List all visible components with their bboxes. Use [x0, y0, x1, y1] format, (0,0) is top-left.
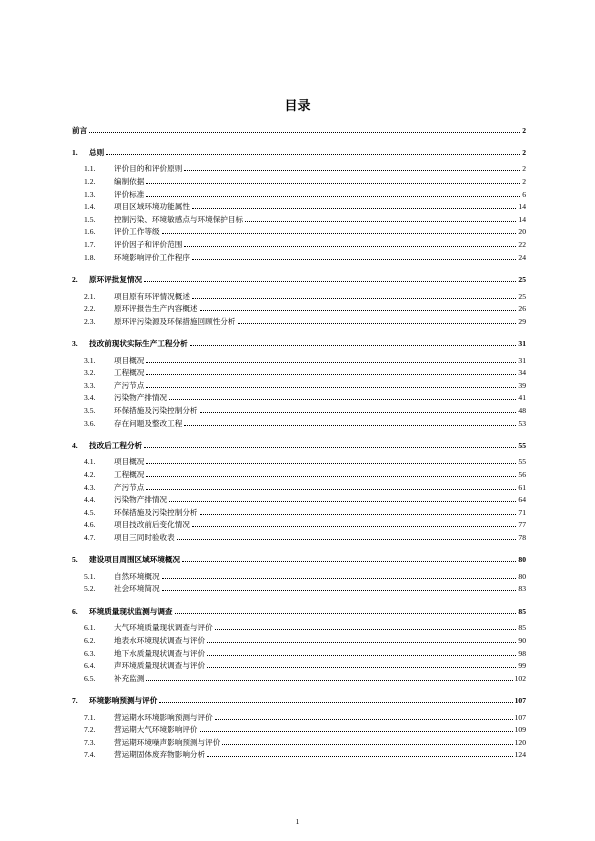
toc-section-entry[interactable] — [72, 568, 526, 581]
dot-leader — [207, 666, 516, 668]
toc-section-entry[interactable] — [72, 390, 526, 403]
dot-leader — [146, 679, 512, 681]
entry-title: 环境影响评价工作程序 — [114, 252, 190, 262]
dot-leader — [192, 297, 516, 299]
entry-title: 项目概况 — [114, 355, 145, 365]
dot-leader — [175, 612, 517, 614]
entry-title: 自然环境概况 — [114, 571, 160, 581]
dot-leader — [184, 169, 520, 171]
entry-title: 营运期大气环境影响评价 — [114, 725, 198, 735]
dot-leader — [184, 424, 516, 426]
entry-number: 4.2. — [84, 470, 96, 479]
dot-leader — [238, 322, 517, 324]
entry-number: 4. — [72, 440, 78, 450]
toc-section-entry[interactable] — [72, 402, 526, 415]
toc-chapter-entry[interactable] — [72, 144, 526, 157]
entry-number: 6.4. — [84, 661, 96, 671]
toc-section-entry[interactable] — [72, 479, 526, 492]
entry-title: 评价工作等级 — [114, 227, 160, 237]
entry-title: 环保措施及污染控制分析 — [114, 507, 198, 517]
entry-number: 5. — [72, 555, 78, 565]
toc-section-entry[interactable] — [72, 722, 526, 735]
dot-leader — [192, 258, 516, 260]
entry-title: 存在问题及整改工程 — [114, 418, 183, 428]
entry-page-number: 83 — [518, 584, 526, 594]
dot-leader — [169, 398, 516, 400]
entry-page-number: 109 — [514, 725, 526, 735]
entry-page-number: 39 — [518, 380, 526, 390]
entry-title: 环保措施及污染控制分析 — [114, 405, 198, 415]
toc-chapter-entry[interactable] — [72, 692, 526, 705]
toc-section-entry[interactable] — [72, 301, 526, 314]
entry-number: 3.3. — [84, 380, 96, 390]
entry-page-number: 24 — [518, 252, 526, 262]
dot-leader — [222, 743, 512, 745]
dot-leader — [207, 755, 512, 757]
toc-section-entry[interactable] — [72, 632, 526, 645]
entry-page-number: 2 — [522, 177, 526, 187]
dot-leader — [169, 500, 516, 502]
toc-section-entry[interactable] — [72, 492, 526, 505]
entry-title: 编制依据 — [114, 177, 145, 187]
entry-number: 3.4. — [84, 393, 96, 403]
entry-title: 营运期环境噪声影响预测与评价 — [114, 737, 221, 747]
dot-leader — [162, 589, 517, 591]
toc-section-entry[interactable] — [72, 709, 526, 722]
entry-title: 工程概况 — [114, 470, 145, 479]
entry-page-number: 22 — [518, 240, 526, 250]
entry-page-number: 78 — [518, 532, 526, 542]
entry-number: 1.3. — [84, 189, 96, 199]
entry-number: 1.4. — [84, 202, 96, 212]
entry-number: 7. — [72, 695, 78, 705]
toc-section-entry[interactable] — [72, 466, 526, 479]
entry-page-number: 14 — [518, 214, 526, 224]
dot-leader — [215, 628, 517, 630]
dot-leader — [207, 641, 516, 643]
entry-title: 大气环境质量现状调查与评价 — [114, 623, 213, 633]
dot-leader — [146, 386, 516, 388]
entry-title: 技改后工程分析 — [89, 440, 143, 450]
toc-section-entry[interactable] — [72, 645, 526, 658]
toc-section-entry[interactable] — [72, 173, 526, 186]
entry-number: 4.7. — [84, 532, 96, 542]
toc-section-entry[interactable] — [72, 313, 526, 326]
entry-page-number: 56 — [518, 470, 526, 479]
toc-section-entry[interactable] — [72, 734, 526, 747]
entry-title: 总则 — [89, 147, 105, 157]
toc-section-entry[interactable] — [72, 365, 526, 378]
toc-section-entry[interactable] — [72, 236, 526, 249]
entry-number: 1.2. — [84, 177, 96, 187]
entry-title: 工程概况 — [114, 368, 145, 378]
entry-title: 产污节点 — [114, 482, 145, 492]
dot-leader — [146, 462, 516, 464]
entry-title: 营运期水环境影响预测与评价 — [114, 712, 213, 722]
entry-title: 社会环境简况 — [114, 584, 160, 594]
entry-page-number: 124 — [514, 750, 526, 760]
entry-page-number: 107 — [514, 712, 526, 722]
dot-leader — [200, 411, 517, 413]
entry-number: 3. — [72, 338, 78, 348]
dot-leader — [200, 513, 517, 515]
entry-page-number: 25 — [518, 274, 526, 284]
toc-section-entry[interactable] — [72, 454, 526, 467]
entry-title: 项目技改前后变化情况 — [114, 520, 190, 530]
entry-number: 4.6. — [84, 520, 96, 530]
toc-section-entry[interactable] — [72, 658, 526, 671]
entry-page-number: 14 — [518, 202, 526, 212]
entry-page-number: 26 — [518, 304, 526, 314]
entry-page-number: 98 — [518, 648, 526, 658]
entry-number: 6.3. — [84, 648, 96, 658]
entry-title: 补充监测 — [114, 673, 145, 683]
toc-section-entry[interactable] — [72, 415, 526, 428]
entry-page-number: 99 — [518, 661, 526, 671]
toc-section-entry[interactable] — [72, 517, 526, 530]
entry-number: 3.1. — [84, 355, 96, 365]
entry-number: 4.4. — [84, 495, 96, 505]
toc-section-entry[interactable] — [72, 670, 526, 683]
entry-number: 6.1. — [84, 623, 96, 633]
entry-title: 项目区域环境功能属性 — [114, 202, 190, 212]
toc-title: 目录 — [284, 99, 311, 114]
entry-title: 营运期固体废弃物影响分析 — [114, 750, 206, 760]
dot-leader — [146, 488, 516, 490]
entry-number: 2.3. — [84, 316, 96, 326]
entry-page-number: 85 — [518, 623, 526, 633]
entry-page-number: 34 — [518, 368, 526, 378]
toc-section-entry[interactable] — [72, 288, 526, 301]
entry-title: 建设项目周围区域环境概况 — [89, 555, 181, 565]
entry-title: 评价因子和评价范围 — [114, 240, 183, 250]
entry-page-number: 90 — [518, 635, 526, 645]
entry-number: 4.5. — [84, 507, 96, 517]
entry-number: 5.2. — [84, 584, 96, 594]
toc-section-entry[interactable] — [72, 211, 526, 224]
entry-page-number: 29 — [518, 316, 526, 326]
entry-page-number: 64 — [518, 495, 526, 505]
dot-leader — [146, 182, 520, 184]
entry-title: 项目概况 — [114, 457, 145, 467]
entry-page-number: 55 — [518, 457, 526, 467]
toc-section-entry[interactable] — [72, 581, 526, 594]
entry-number: 2.1. — [84, 291, 96, 301]
dot-leader — [144, 446, 516, 448]
entry-title: 污染物产排情况 — [114, 495, 168, 505]
table-of-contents — [72, 122, 526, 759]
entry-title: 前言 — [72, 125, 88, 135]
toc-section-entry[interactable] — [72, 249, 526, 262]
dot-leader — [200, 309, 517, 311]
entry-page-number: 55 — [518, 440, 526, 450]
entry-title: 产污节点 — [114, 380, 145, 390]
dot-leader — [245, 220, 516, 222]
entry-number: 3.2. — [84, 368, 96, 378]
toc-section-entry[interactable] — [72, 504, 526, 517]
entry-number: 1.1. — [84, 164, 96, 174]
dot-leader — [144, 280, 516, 282]
entry-page-number: 61 — [518, 482, 526, 492]
dot-leader — [162, 232, 517, 234]
entry-number: 1.8. — [84, 252, 96, 262]
entry-title: 污染物产排情况 — [114, 393, 168, 403]
entry-number: 1.6. — [84, 227, 96, 237]
toc-chapter-entry[interactable] — [72, 437, 526, 450]
toc-section-entry[interactable] — [72, 186, 526, 199]
entry-number: 1. — [72, 147, 78, 157]
entry-page-number: 2 — [522, 125, 526, 135]
dot-leader — [146, 475, 516, 477]
entry-number: 2. — [72, 274, 78, 284]
entry-title: 评价标准 — [114, 189, 145, 199]
entry-title: 原环评污染源及环保措施回顾性分析 — [114, 316, 236, 326]
toc-section-entry[interactable] — [72, 377, 526, 390]
entry-number: 7.2. — [84, 725, 96, 735]
dot-leader — [184, 245, 516, 247]
entry-title: 技改前现状实际生产工程分析 — [89, 338, 188, 348]
entry-page-number: 80 — [518, 555, 526, 565]
toc-section-entry[interactable] — [72, 352, 526, 365]
dot-leader — [192, 207, 516, 209]
entry-page-number: 71 — [518, 507, 526, 517]
dot-leader — [182, 560, 516, 562]
dot-leader — [146, 373, 516, 375]
entry-title: 地下水质量现状调查与评价 — [114, 648, 206, 658]
dot-leader — [192, 525, 516, 527]
toc-chapter-entry[interactable] — [72, 122, 526, 135]
entry-number: 6. — [72, 606, 78, 616]
entry-title: 环境质量现状监测与调查 — [89, 606, 173, 616]
entry-number: 5.1. — [84, 571, 96, 581]
entry-number: 7.3. — [84, 737, 96, 747]
entry-title: 环境影响预测与评价 — [89, 695, 158, 705]
entry-number: 1.7. — [84, 240, 96, 250]
entry-title: 声环境质量现状调查与评价 — [114, 661, 206, 671]
toc-chapter-entry[interactable] — [72, 335, 526, 348]
dot-leader — [162, 577, 517, 579]
entry-page-number: 25 — [518, 291, 526, 301]
entry-page-number: 31 — [518, 338, 526, 348]
entry-page-number: 2 — [522, 164, 526, 174]
toc-section-entry[interactable] — [72, 620, 526, 633]
toc-chapter-entry[interactable] — [72, 271, 526, 284]
entry-title: 原环评报告生产内容概述 — [114, 304, 198, 314]
dot-leader — [89, 131, 520, 133]
dot-leader — [146, 195, 520, 197]
entry-number: 7.4. — [84, 750, 96, 760]
entry-title: 项目原有环评情况概述 — [114, 291, 190, 301]
entry-number: 6.5. — [84, 673, 96, 683]
entry-page-number: 48 — [518, 405, 526, 415]
toc-chapter-entry[interactable] — [72, 552, 526, 565]
dot-leader — [200, 730, 513, 732]
entry-page-number: 53 — [518, 418, 526, 428]
entry-number: 4.1. — [84, 457, 96, 467]
dot-leader — [190, 344, 517, 346]
dot-leader — [159, 701, 512, 703]
entry-number: 3.6. — [84, 418, 96, 428]
entry-page-number: 31 — [518, 355, 526, 365]
toc-section-entry[interactable] — [72, 529, 526, 542]
toc-section-entry[interactable] — [72, 161, 526, 174]
entry-page-number: 107 — [514, 695, 526, 705]
entry-number: 1.5. — [84, 214, 96, 224]
entry-number: 4.3. — [84, 482, 96, 492]
toc-chapter-entry[interactable] — [72, 603, 526, 616]
entry-page-number: 77 — [518, 520, 526, 530]
entry-title: 地表水环境现状调查与评价 — [114, 635, 206, 645]
entry-number: 6.2. — [84, 635, 96, 645]
entry-title: 原环评批复情况 — [89, 274, 143, 284]
entry-page-number: 80 — [518, 571, 526, 581]
entry-number: 2.2. — [84, 304, 96, 314]
entry-page-number: 2 — [522, 147, 526, 157]
entry-number: 7.1. — [84, 712, 96, 722]
toc-section-entry[interactable] — [72, 224, 526, 237]
entry-page-number: 120 — [514, 737, 526, 747]
dot-leader — [146, 361, 516, 363]
toc-section-entry[interactable] — [72, 747, 526, 760]
entry-title: 控制污染、环境敏感点与环境保护目标 — [114, 214, 244, 224]
page-number: 1 — [295, 817, 300, 826]
entry-title: 项目三同时验收表 — [114, 532, 175, 542]
entry-number: 3.5. — [84, 405, 96, 415]
entry-page-number: 20 — [518, 227, 526, 237]
entry-title: 评价目的和评价原则 — [114, 164, 183, 174]
entry-page-number: 102 — [514, 673, 526, 683]
dot-leader — [215, 718, 513, 720]
dot-leader — [106, 153, 520, 155]
toc-section-entry[interactable] — [72, 199, 526, 212]
entry-page-number: 41 — [518, 393, 526, 403]
dot-leader — [177, 538, 517, 540]
entry-page-number: 85 — [518, 606, 526, 616]
dot-leader — [207, 654, 516, 656]
entry-page-number: 6 — [522, 189, 526, 199]
